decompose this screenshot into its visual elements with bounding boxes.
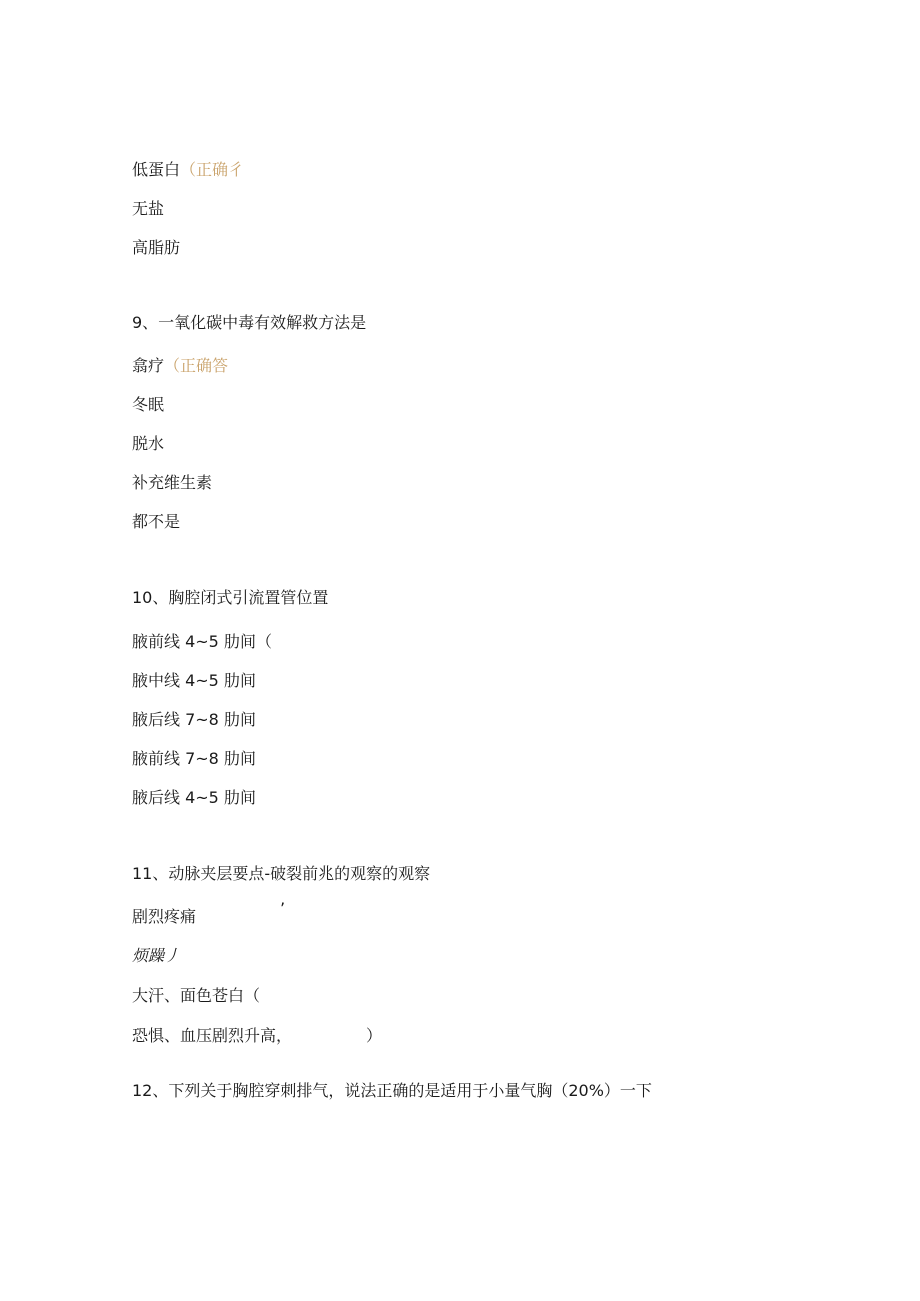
option-text: 无盐 bbox=[132, 199, 165, 218]
q11-option-3: 大汗、面色苍白（ bbox=[132, 986, 261, 1005]
q11-option-1-mark: ’ bbox=[280, 899, 286, 918]
question-11: 11、动脉夹层要点-破裂前兆的观察的观察 bbox=[132, 864, 431, 883]
question-9: 9、一氧化碳中毒有效解救方法是 bbox=[132, 313, 367, 332]
q10-option-2: 腋中线 4~5 肋间 bbox=[132, 671, 256, 690]
q9-option-2: 冬眠 bbox=[132, 395, 165, 414]
q10-option-3: 腋后线 7~8 肋间 bbox=[132, 710, 256, 729]
q10-option-5: 腋后线 4~5 肋间 bbox=[132, 788, 256, 807]
q9-option-4: 补充维生素 bbox=[132, 473, 213, 492]
q11-option-2: 烦躁丿 bbox=[132, 946, 181, 965]
option-low-protein bbox=[132, 160, 244, 180]
q11-option-4: 恐惧、血压剧烈升高， bbox=[132, 1026, 293, 1045]
question-12: 12、下列关于胸腔穿刺排气，说法正确的是适用于小量气胸（20%）一下 bbox=[132, 1081, 652, 1100]
question-10: 10、胸腔闭式引流置管位置 bbox=[132, 588, 329, 607]
option-high-fat bbox=[132, 238, 180, 258]
q9-option-1 bbox=[132, 356, 228, 376]
answer-hint: （正确彳 bbox=[180, 160, 245, 179]
q11-option-1: 剧烈疼痛 bbox=[132, 907, 197, 926]
option-text: 翕疗 bbox=[132, 356, 165, 375]
option-no-salt bbox=[132, 199, 164, 219]
q11-option-4-mark: ） bbox=[366, 1026, 383, 1045]
q10-option-1: 腋前线 4~5 肋间（ bbox=[132, 632, 272, 651]
q10-option-4: 腋前线 7~8 肋间 bbox=[132, 749, 256, 768]
q9-option-5: 都不是 bbox=[132, 512, 181, 531]
answer-hint: （正确答 bbox=[164, 356, 229, 375]
option-text: 高脂肪 bbox=[132, 238, 181, 257]
option-text: 低蛋白 bbox=[132, 160, 181, 179]
q9-option-3: 脱水 bbox=[132, 434, 165, 453]
